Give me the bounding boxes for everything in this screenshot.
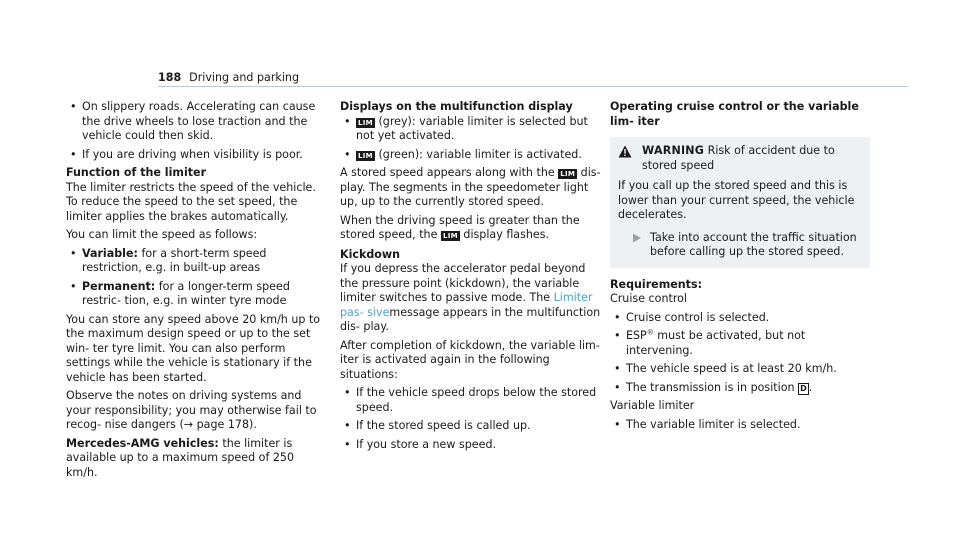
item-label: Permanent: [82,279,156,293]
warning-label: WARNING [642,144,705,157]
lim-grey-text: (grey): variable limiter is selected but not yet activated. [356,114,588,142]
amg-label: Mercedes-AMG vehicles: [66,436,219,450]
operating-heading: Operating cruise control or the variable lim- iter [610,100,859,128]
tip-arrow-icon [632,233,642,243]
limit-intro: You can limit the speed as follows: [66,228,258,241]
lim-badge-icon: LIM [560,170,576,178]
limit-list [66,247,328,309]
after-kickdown-text: After completion of kickdown, the variable lim- iter is activated again in the following situations: [340,338,600,381]
cruise-control-label: Cruise control [610,292,688,305]
kickdown-heading: Kickdown [340,247,401,261]
text-part: If you depress the accelerator pedal beyond the pressure point (kickdown), the variable limiter switches to passive mode. The [340,262,586,304]
list-item: • The transmission is in position D . [610,381,870,396]
greater-speed-text [340,214,602,243]
variable-limiter-label: Variable limiter [610,399,695,412]
list-item [610,329,870,358]
list-item: • On slippery roads. Accelerating can cause the drive wheels to lose traction and the vehicle could then skid. [66,100,328,144]
header-rule [158,86,908,87]
list-item [340,115,602,144]
list-item: • If the vehicle speed drops below the stored speed. [340,386,602,415]
list-item: • If the stored speed is called up. [340,419,602,434]
text-part: When the driving speed is greater than the stored speed, the [340,213,580,241]
item-text: for a longer-term speed restric- tion, e.g. in winter tyre mode [82,279,290,307]
item-label: Variable: [82,246,138,260]
kickdown-text [340,262,602,335]
limiter-text: The limiter restricts the speed of the vehicle. To reduce the speed to the set speed, the limiter applies the brakes automatically. [66,180,316,223]
limiter-heading: Function of the limiter [66,166,207,179]
text-part: dis- play. The segments in the speedometer light up, up to the currently stored speed. [340,166,601,208]
lim-green-text: (green): variable limiter is activated. [374,147,582,161]
after-list [340,386,602,452]
requirements-heading: Requirements: [610,277,703,291]
page-number: 188 [158,71,182,84]
warning-tip-text: Take into account the traffic situation before calling up the stored speed. [650,230,857,258]
warning-heading [642,144,862,173]
warning-title [618,144,862,173]
variable-list [610,418,870,433]
stored-speed-text [340,166,602,210]
column-1 [66,100,328,484]
item-text: The transmission is in position [626,380,799,394]
item-text: for a short-term speed restriction, e.g. in built-up areas [82,246,267,274]
display-list [340,115,602,163]
list-item: • The variable limiter is selected. [610,418,870,433]
warning-text: If you call up the stored speed and this is lower than your current speed, the vehicle decelerates. [618,179,855,221]
esp-label: ESP [626,329,647,342]
list-item: • If you are driving when visibility is poor. [66,148,328,163]
warning-title-text: Risk of accident due to stored speed [642,144,835,172]
list-item [340,148,602,163]
lim-badge-icon: LIM [358,118,373,127]
section-title: Driving and parking [189,71,299,84]
page-header [158,71,299,86]
cruise-list [610,311,870,396]
lim-badge-icon: LIM [442,232,458,240]
text-part: display flashes. [459,228,550,241]
column-2 [340,100,602,456]
displays-heading: Displays on the multifunction display [340,100,573,113]
lim-badge-icon: LIM [358,151,373,160]
warning-box [610,137,870,268]
gear-d-icon: D [800,383,807,393]
amg-note [66,437,328,481]
column-3 [610,100,870,436]
store-text: You can store any speed above 20 km/h up to the maximum design speed or up to the set win- ter tyre limit. You can also perform settings while the vehicle is stationary if the vehicle has been started. [66,312,321,384]
list-item [66,280,328,309]
warning-triangle-icon [618,145,632,158]
item-text: must be activated, but not intervening. [626,329,806,357]
warning-tip [618,231,862,260]
list-item [66,247,328,276]
text-part: A stored speed appears along with the [340,166,559,179]
observe-text: Observe the notes on driving systems and your responsibility; you may otherwise fail to recog- nise dangers (→ page 178). [66,389,317,431]
amg-text: the limiter is available up to a maximum speed of 250 km/h. [66,436,295,479]
text-part: message appears in the multifunction dis- play. [340,305,601,333]
bullet-list-top [66,100,328,162]
registered-mark: ® [646,328,654,337]
list-item: • The vehicle speed is at least 20 km/h. [610,362,870,377]
list-item: • If you store a new speed. [340,438,602,453]
list-item: • Cruise control is selected. [610,311,870,326]
limiter-passive-link[interactable]: Limiter pas- sive [340,291,593,319]
